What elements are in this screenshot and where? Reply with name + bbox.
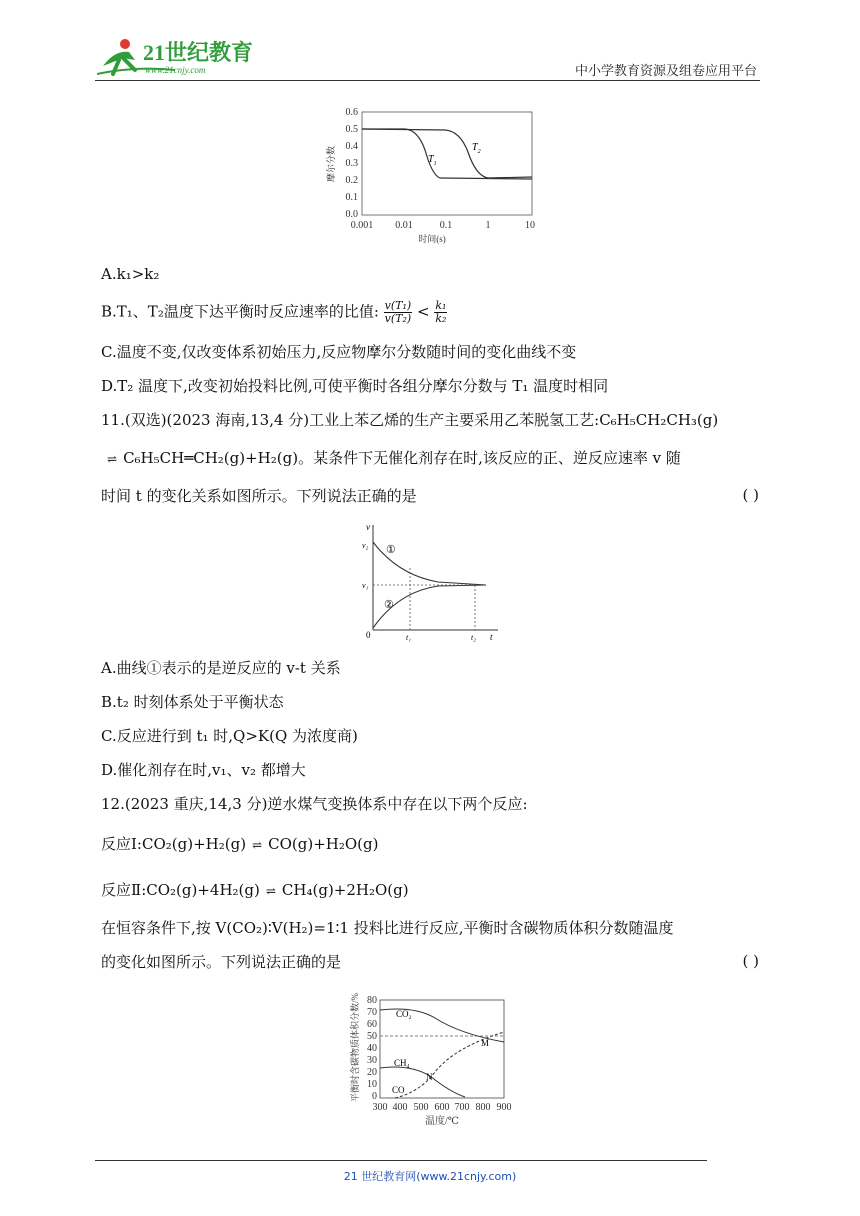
svg-text:CH₄: CH₄ <box>394 1058 410 1068</box>
q12-stem-2: 在恒容条件下,按 V(CO₂)∶V(H₂)=1∶1 投料比进行反应,平衡时含碳物质体积分数随温度 <box>101 919 674 937</box>
svg-text:10: 10 <box>367 1079 377 1090</box>
svg-text:40: 40 <box>367 1043 377 1054</box>
svg-text:600: 600 <box>434 1102 450 1113</box>
svg-text:0: 0 <box>372 1091 377 1102</box>
rate-time-chart <box>358 520 508 649</box>
svg-text:400: 400 <box>392 1102 408 1113</box>
footer-link[interactable]: 21 世纪教育网(www.21cnjy.com) <box>343 1170 517 1183</box>
svg-text:1: 1 <box>485 220 491 231</box>
q10-option-a: A.k₁>k₂ <box>101 265 160 283</box>
svg-text:0.4: 0.4 <box>345 141 358 152</box>
q11-stem-3: 时间 t 的变化关系如图所示。下列说法正确的是 <box>101 487 417 505</box>
svg-text:0: 0 <box>366 630 371 640</box>
curve-t1 <box>362 129 532 179</box>
curve-t2 <box>362 129 532 178</box>
svg-text:0.6: 0.6 <box>345 107 358 118</box>
mole-fraction-chart <box>310 100 550 254</box>
svg-text:0.1: 0.1 <box>439 220 453 231</box>
q11-option-c: C.反应进行到 t₁ 时,Q>K(Q 为浓度商) <box>101 727 358 745</box>
svg-text:0.1: 0.1 <box>345 192 358 203</box>
q11-stem-1: 11.(双选)(2023 海南,13,4 分)工业上苯乙烯的生产主要采用乙苯脱氢工艺:C₆H₅CH₂CH₃(g) <box>101 411 719 429</box>
logo-text: 21世纪教育 <box>143 40 254 65</box>
svg-text:30: 30 <box>367 1055 377 1066</box>
svg-text:②: ② <box>384 599 394 611</box>
svg-text:0.5: 0.5 <box>345 124 358 135</box>
svg-text:20: 20 <box>367 1067 377 1078</box>
carbon-fraction-chart <box>340 992 520 1136</box>
y-axis-label: 摩尔分数 <box>326 145 336 182</box>
svg-text:80: 80 <box>367 995 377 1006</box>
q10-option-c: C.温度不变,仅改变体系初始压力,反应物摩尔分数随时间的变化曲线不变 <box>101 343 577 361</box>
svg-text:0.2: 0.2 <box>345 175 358 186</box>
svg-text:70: 70 <box>367 1007 377 1018</box>
q11-option-b: B.t₂ 时刻体系处于平衡状态 <box>101 693 284 711</box>
svg-text:①: ① <box>386 544 396 556</box>
svg-text:t: t <box>490 632 493 642</box>
svg-text:0.01: 0.01 <box>395 220 413 231</box>
q11-option-d: D.催化剂存在时,v₁、v₂ 都增大 <box>101 761 306 779</box>
svg-text:v₁: v₁ <box>362 581 369 590</box>
q12-reaction-2: 反应Ⅱ:CO₂(g)+4H₂(g) ⇌ CH₄(g)+2H₂O(g) <box>101 881 409 899</box>
svg-text:60: 60 <box>367 1019 377 1030</box>
footer-divider <box>95 1160 707 1161</box>
svg-text:0.001: 0.001 <box>350 220 374 231</box>
svg-text:700: 700 <box>454 1102 470 1113</box>
svg-text:CO₂: CO₂ <box>396 1009 412 1019</box>
site-title: 中小学教育资源及组卷应用平台 <box>574 64 757 79</box>
svg-text:0.3: 0.3 <box>345 158 358 169</box>
svg-text:300: 300 <box>372 1102 388 1113</box>
svg-text:N: N <box>426 1072 433 1082</box>
svg-text:10: 10 <box>525 220 535 231</box>
header-divider <box>95 80 760 81</box>
x-axis-label: 时间(s) <box>418 234 446 244</box>
svg-text:500: 500 <box>413 1102 429 1113</box>
q12-answer-blank: ( ) <box>742 952 759 970</box>
svg-text:CO: CO <box>392 1085 405 1095</box>
x-axis-label: 温度/℃ <box>425 1116 459 1127</box>
logo-url: www.21cnjy.com <box>145 65 206 75</box>
svg-text:v₂: v₂ <box>362 541 369 550</box>
svg-text:900: 900 <box>496 1102 512 1113</box>
label-t1: $T_1$ <box>428 154 437 167</box>
svg-text:v: v <box>366 522 370 532</box>
svg-text:0.0: 0.0 <box>345 209 358 220</box>
equilibrium-arrow: ⇌ <box>107 452 118 466</box>
svg-text:t₁: t₁ <box>406 633 412 642</box>
svg-text:M: M <box>481 1038 490 1048</box>
y-axis-label: 平衡时含碳物质体积分数/% <box>350 993 360 1102</box>
q11-answer-blank: ( ) <box>742 486 759 504</box>
q11-option-a: A.曲线①表示的是逆反应的 v-t 关系 <box>101 659 341 677</box>
q12-reaction-1: 反应Ⅰ:CO₂(g)+H₂(g) ⇌ CO(g)+H₂O(g) <box>101 835 379 853</box>
label-t2: $T_2$ <box>472 142 481 155</box>
q12-stem-1: 12.(2023 重庆,14,3 分)逆水煤气变换体系中存在以下两个反应: <box>101 795 528 813</box>
q12-stem-3: 的变化如图所示。下列说法正确的是 <box>101 953 342 971</box>
q10-option-b: B.T₁、T₂温度下达平衡时反应速率的比值: $\frac{\text{v(T₁)}}{\text{v(T₂)}}$ < $\frac{\text{k₁}}{\text{k₂}}$ <box>101 299 447 325</box>
q11-stem-2: ⇌ C₆H₅CH═CH₂(g)+H₂(g)。某条件下无催化剂存在时,该反应的正、逆反应速率 v 随 <box>107 449 681 467</box>
svg-text:50: 50 <box>367 1031 377 1042</box>
svg-text:800: 800 <box>475 1102 491 1113</box>
svg-text:t₂: t₂ <box>471 633 477 642</box>
q10-option-d: D.T₂ 温度下,改变初始投料比例,可使平衡时各组分摩尔分数与 T₁ 温度时相同 <box>101 377 609 395</box>
site-logo <box>95 36 265 80</box>
